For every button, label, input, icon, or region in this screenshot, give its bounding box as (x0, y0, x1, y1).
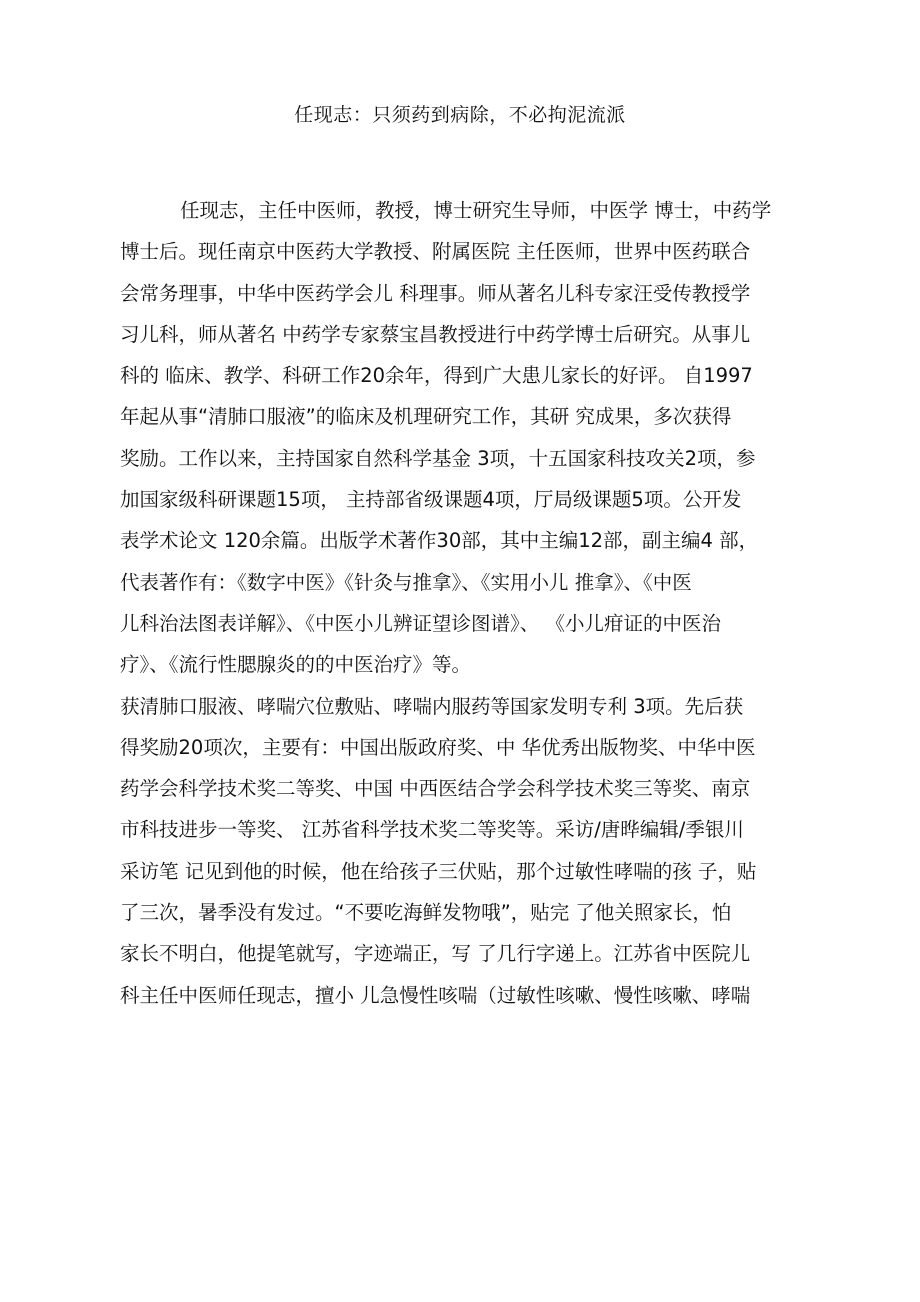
body-line: 疗》、《流行性腮腺炎的的中医治疗》等。 (120, 653, 472, 677)
body-line: 药学会科学技术奖二等奖、中国 中西医结合学会科学技术奖三等奖、南京 (120, 777, 751, 801)
body-line: 加国家级科研课题15项， 主持部省级课题4项，厅局级课题5项。公开发 (120, 488, 742, 512)
body-line: 获清肺口服液、哮喘穴位敷贴、哮喘内服药等国家发明专利 3项。先后获 (120, 694, 744, 718)
article-body (120, 190, 804, 1016)
body-line: 儿科治法图表详解》、《中医小儿辨证望诊图谱》、 《小儿疳证的中医治 (120, 611, 721, 635)
body-line: 会常务理事，中华中医药学会儿 科理事。师从著名儿科专家汪受传教授学 (120, 281, 751, 305)
body-line: 表学术论文 120余篇。出版学术著作30部，其中主编12部，副主编4 部， (120, 529, 759, 553)
body-line: 市科技进步一等奖、 江苏省科学技术奖二等奖等。采访/唐晔编辑/季银川 (120, 818, 744, 842)
body-line: 科主任中医师任现志，擅小 儿急慢性咳喘（过敏性咳嗽、慢性咳嗽、哮喘 (120, 983, 751, 1007)
article-title: 任现志：只须药到病除，不必拘泥流派 (294, 104, 626, 126)
body-line: 博士后。现任南京中医药大学教授、附属医院 主任医师，世界中医药联合 (120, 240, 751, 264)
body-line: 年起从事“清肺口服液”的临床及机理研究工作，其研 究成果，多次获得 (120, 405, 732, 429)
body-line: 奖励。工作以来，主持国家自然科学基金 3项，十五国家科技攻关2项，参 (120, 446, 756, 470)
body-line: 习儿科，师从著名 中药学专家蔡宝昌教授进行中药学博士后研究。从事儿 (120, 322, 751, 346)
body-line: 家长不明白，他提笔就写，字迹端正，写 了几行字递上。江苏省中医院儿 (120, 942, 751, 966)
body-line: 任现志，主任中医师，教授，博士研究生导师，中医学 博士，中药学 (180, 199, 772, 222)
body-line: 采访笔 记见到他的时候，他在给孩子三伏贴，那个过敏性哮喘的孩 子，贴 (120, 859, 757, 883)
body-line: 得奖励20项次，主要有：中国出版政府奖、中 华优秀出版物奖、中华中医 (120, 735, 756, 759)
body-line: 了三次，暑季没有发过。“不要吃海鲜发物哦”，贴完 了他关照家长，怕 (120, 901, 732, 925)
body-line: 代表著作有：《数字中医》《针灸与推拿》、《实用小儿 推拿》、《中医 (120, 570, 692, 594)
body-line: 科的 临床、教学、科研工作20余年，得到广大患儿家长的好评。 自1997 (120, 364, 753, 388)
